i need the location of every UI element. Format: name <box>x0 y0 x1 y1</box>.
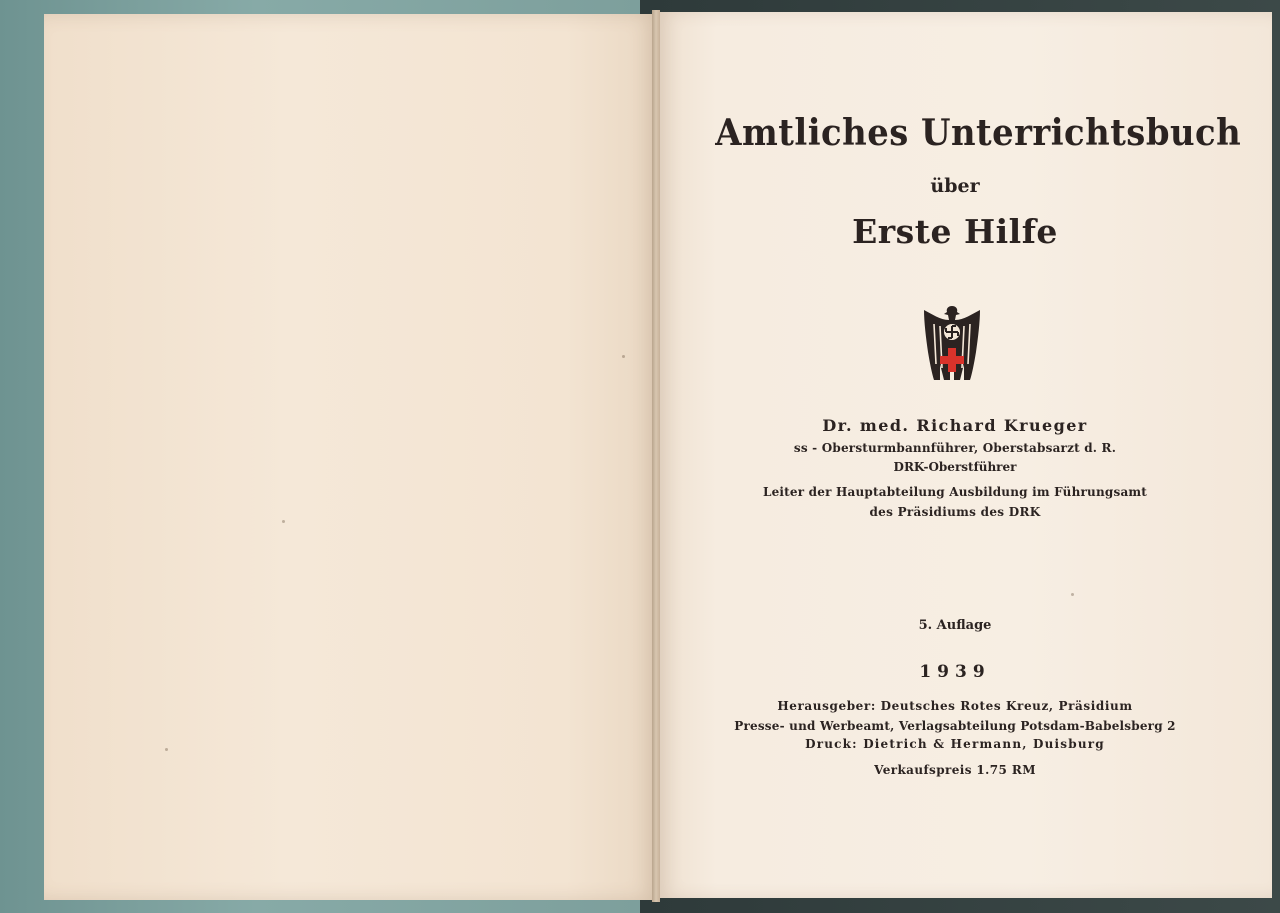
author-name: Dr. med. Richard Krueger <box>822 416 1088 435</box>
book-subtitle: Erste Hilfe <box>852 212 1058 251</box>
publication-year: 1939 <box>919 662 991 682</box>
title-connector: über <box>930 175 980 197</box>
edition-label: 5. Auflage <box>918 618 992 633</box>
paper-speck <box>1071 593 1074 596</box>
book-title: Amtliches Unterrichtsbuch <box>715 112 1242 154</box>
paper-speck <box>165 748 168 751</box>
publisher-line-1: Herausgeber: Deutsches Rotes Kreuz, Präsidium <box>777 699 1133 713</box>
author-drk-rank: DRK-Oberstführer <box>893 460 1017 474</box>
eagle-red-cross-emblem-icon <box>920 304 984 382</box>
author-role-line2: des Präsidiums des DRK <box>869 505 1041 519</box>
printer-line: Druck: Dietrich & Hermann, Duisburg <box>805 737 1105 751</box>
book-gutter <box>652 10 660 902</box>
author-role-line1: Leiter der Hauptabteilung Ausbildung im Führungsamt <box>762 485 1148 499</box>
paper-speck <box>282 520 285 523</box>
blank-left-page <box>44 14 658 900</box>
price-line: Verkaufspreis 1.75 RM <box>874 763 1036 777</box>
paper-speck <box>622 355 625 358</box>
author-rank: ss - Obersturmbannführer, Oberstabsarzt d. R. <box>793 441 1117 455</box>
publisher-line-2: Presse- und Werbeamt, Verlagsabteilung Potsdam-Babelsberg 2 <box>734 719 1176 733</box>
